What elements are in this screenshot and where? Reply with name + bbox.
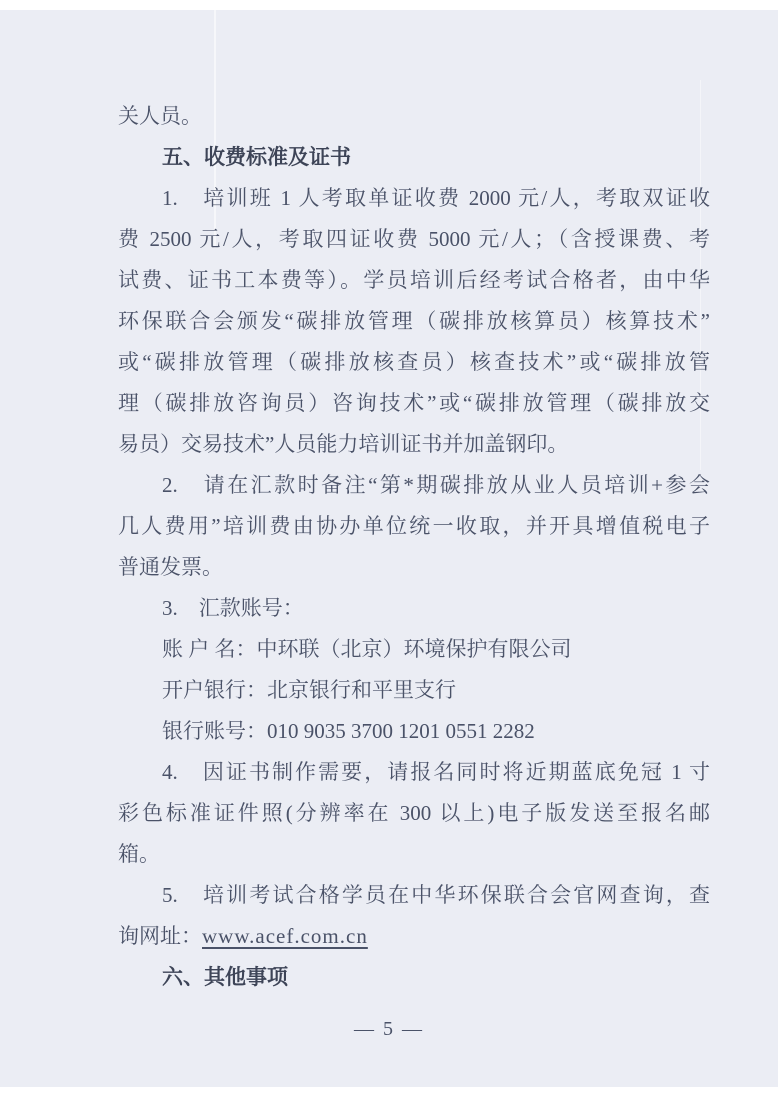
scan-edge-bottom <box>0 1087 778 1100</box>
section-5-heading: 五、收费标准及证书 <box>162 145 351 169</box>
acef-website-link[interactable]: www.acef.com.cn <box>202 924 368 948</box>
section-6-heading: 六、其他事项 <box>162 965 288 989</box>
photo-requirement-line: 彩色标准证件照(分辨率在 300 以上)电子版发送至报名邮 <box>118 801 710 825</box>
remittance-note-line: 2. 请在汇款时备注“第*期碳排放从业人员培训+参会 <box>162 473 710 497</box>
certificate-names-line: 环保联合会颁发“碳排放管理（碳排放核算员）核算技术” <box>118 309 710 333</box>
account-name-line: 账 户 名：中环联（北京）环境保护有限公司 <box>162 637 572 661</box>
bank-account-number-line: 银行账号：010 9035 3700 1201 0551 2282 <box>162 719 535 743</box>
fee-paragraph-line: 1. 培训班 1 人考取单证收费 2000 元/人，考取双证收 <box>162 186 710 210</box>
scan-edge-top <box>0 0 778 10</box>
continued-paragraph-line: 关人员。 <box>118 104 202 128</box>
photo-requirement-line: 4. 因证书制作需要，请报名同时将近期蓝底免冠 1 寸 <box>162 760 710 784</box>
query-url-label: 询网址： <box>118 924 202 948</box>
remittance-note-line: 普通发票。 <box>118 555 223 579</box>
certificate-names-line: 易员）交易技术”人员能力培训证书并加盖钢印。 <box>118 432 569 456</box>
fee-paragraph-line: 费 2500 元/人，考取四证收费 5000 元/人；（含授课费、考 <box>118 227 710 251</box>
page-number: — 5 — <box>354 1018 424 1040</box>
remittance-note-line: 几人费用”培训费由协办单位统一收取，并开具增值税电子 <box>118 514 710 538</box>
remittance-account-heading: 3. 汇款账号： <box>162 596 304 620</box>
certificate-query-line: 5. 培训考试合格学员在中华环保联合会官网查询，查 <box>162 883 710 907</box>
document-body <box>118 96 710 998</box>
bank-name-line: 开户银行：北京银行和平里支行 <box>162 678 456 702</box>
photo-requirement-line: 箱。 <box>118 842 160 866</box>
certificate-query-url-line <box>118 916 710 957</box>
certificate-names-line: 理（碳排放咨询员）咨询技术”或“碳排放管理（碳排放交 <box>118 391 710 415</box>
certificate-names-line: 或“碳排放管理（碳排放核查员）核查技术”或“碳排放管 <box>118 350 710 374</box>
fee-paragraph-line: 试费、证书工本费等）。学员培训后经考试合格者，由中华 <box>118 268 710 292</box>
